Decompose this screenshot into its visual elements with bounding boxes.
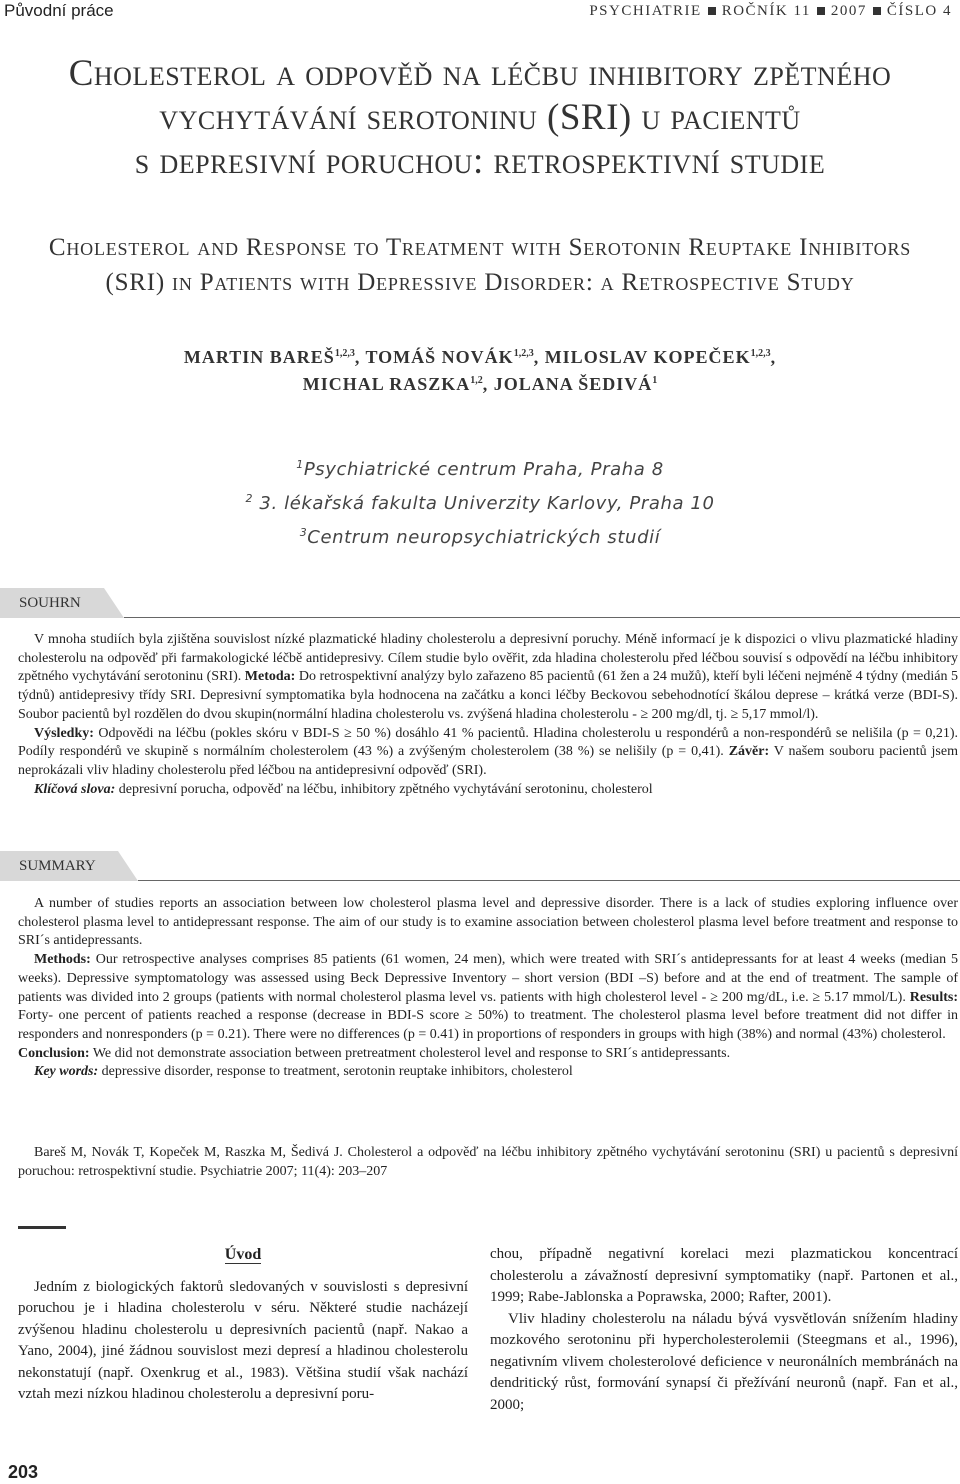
abstract-label: Results: <box>909 989 959 1005</box>
separator-square-icon <box>708 7 716 15</box>
body-paragraph: Jedním z biologických faktorů sledovaných v souvislosti s depresivní poruchou je i hladina cholesterolu v séru. Některé studie nacházejí zvýšenou hladinu cholesterolu u depresivních pacientů (např. Nakao a Yano, 2004), jiné žádnou souvislost mezi depresí a hladinou cholesterolu nekonstatují (např. Oxenkrug et al., 1983). Většina studií však nachází vztah mezi nízkou hladinou cholesterolu a depresivní poru- <box>18 1278 468 1402</box>
journal-issue: ČÍSLO 4 <box>886 3 952 19</box>
authors-line-2 <box>0 369 960 396</box>
title-english-line: Cholesterol and Response to Treatment with Serotonin Reuptake Inhibitors <box>48 234 912 261</box>
author-name: MILOSLAV KOPEČEK <box>544 347 751 367</box>
abstract-keywords <box>18 781 958 800</box>
body-paragraph: chou, případně negativní korelaci mezi plazmatickou koncentrací cholesterolu a závažností depresivní symptomatiky (např. Partonen et al., 1999; Rabe-Jablonska a Poprawska, 2000; Rafter, 2001). <box>490 1246 958 1305</box>
keywords-text: depresivní porucha, odpověď na léčbu, inhibitory zpětného vychytávání serotoninu, cholesterol <box>118 781 653 797</box>
author-separator: , <box>354 347 366 367</box>
abstract-methods: Our retrospective analyses comprises 85 patients (61 women, 24 men), which were treated with SRI´s antidepressants for at least 4 weeks (median 5 weeks). Depressive symptomatology was assessed using Beck Depressive Inventory – short version (BDI –S) before and at the end of treatment. The sample of patients was divided into 2 groups (patients with normal cholesterol plasma level vs. patients with high cholesterol level - ≥ 200 mg/dL, i.e. ≥ 5.17 mmol/L). <box>18 952 959 1005</box>
affiliation-number: 1 <box>296 458 304 471</box>
author-separator: , <box>533 347 545 367</box>
summary-abstract <box>18 895 958 1082</box>
abstract-conclusion: We did not demonstrate association between pretreatment cholesterol level and response to SRI´s antidepressants. <box>92 1045 731 1061</box>
title-czech-line: s depresivní poruchou: retrospektivní studie <box>134 141 826 182</box>
heading-tab-shape <box>104 588 124 618</box>
author-name: JOLANA ŠEDIVÁ <box>493 374 653 394</box>
summary-heading-bar <box>0 851 960 881</box>
abstract-label: Závěr: <box>728 744 770 760</box>
souhrn-heading: SOUHRN <box>0 588 104 618</box>
journal-name: PSYCHIATRIE <box>589 3 702 19</box>
abstract-results: Forty- one percent of patients reached a response (decrease in BDI-S score ≥ 50%) to treatment. The cholesterol plasma level before treatment did not differ in responders and nonresponders (p = 0.21). There were no differences (p = 0.41) in proportions of responders in groups with high (38%) and normal (43%) cholesterol. <box>18 1008 958 1042</box>
abstract-conclusion: V našem souboru pacientů jsem neprokázali vliv hladiny cholesterolu před léčbou na antidepresivní odpověď (SRI). <box>18 744 958 778</box>
title-english <box>0 230 960 300</box>
souhrn-heading-bar <box>0 588 960 618</box>
abstract-keywords <box>18 1063 958 1082</box>
title-english-line: (SRI) in Patients with Depressive Disorder: a Retrospective Study <box>105 269 855 296</box>
author-affiliation: 1,2 <box>470 375 483 386</box>
abstract-results: Odpovědi na léčbu (pokles skóru v BDI-S ≥ 50 %) dosáhlo 41 % pacientů. Hladina cholesterolu u respondérů a non-respondérů se nelišila (p = 0,21). Podíly respondérů ve skupině s normálním cholesterolem (43 %) a zvýšeným cholesterolem (38 %) se nelišily (p = 0,41). <box>18 725 959 760</box>
abstract-label: Conclusion: <box>18 1045 90 1061</box>
abstract-label: Metoda: <box>244 669 296 685</box>
authors-line-1 <box>0 342 960 369</box>
authors <box>0 342 960 396</box>
author-name: MARTIN BAREŠ <box>183 347 335 367</box>
affiliation-number: 2 <box>245 492 254 505</box>
affiliation-number: 3 <box>299 526 308 539</box>
affiliation-text: Psychiatrické centrum Praha, Praha 8 <box>303 459 664 480</box>
journal-header <box>589 3 952 20</box>
title-czech-line: vychytávání serotoninu (SRI) u pacientů <box>159 97 801 138</box>
page-number: 203 <box>8 1462 39 1482</box>
author-affiliation: 1 <box>652 375 658 386</box>
keywords-label: Klíčová slova: <box>34 781 116 797</box>
title-czech <box>0 52 960 184</box>
author-affiliation: 1,2,3 <box>513 348 534 359</box>
affiliation-item <box>0 518 960 552</box>
affiliation-text: Centrum neuropsychiatrických studií <box>307 527 661 548</box>
body-column-right <box>490 1244 958 1416</box>
keywords-label: Key words: <box>34 1064 99 1080</box>
heading-rule <box>124 617 960 618</box>
affiliation-text: 3. lékařská fakulta Univerzity Karlovy, Praha 10 <box>259 493 715 514</box>
abstract-label: Methods: <box>34 952 91 968</box>
abstract-paragraph <box>18 1045 958 1064</box>
keywords-text: depressive disorder, response to treatment, serotonin reuptake inhibitors, cholesterol <box>101 1064 573 1080</box>
heading-tab-shape <box>118 851 138 881</box>
abstract-methods: Do retrospektivní analýzy bylo zařazeno 85 pacientů (61 žen a 24 mužů), kteří byli léčeni nejméně 4 týdny (medián 5 týdnů) antidepresivy třídy SRI. Depresivní symptomatika byla hodnocena na začátku a konci léčby Beckovou sebehodnotící škálou deprese – krátká verze (BDI-S). Soubor pacientů byl rozdělen do dvou skupin(normální hladina cholesterolu vs. zvýšená hladina cholesterolu - ≥ 200 mg/dl, tj. ≥ 5,17 mmol/l). <box>18 669 959 722</box>
abstract-intro: A number of studies reports an association between low cholesterol plasma level and depressive disorder. There is a lack of studies exploring influence over cholesterol plasma level to antidepressant response. The aim of our study is to examine association between cholesterol plasma level before treatment and response to SRI´s antidepressants. <box>18 896 958 949</box>
abstract-paragraph <box>18 631 958 725</box>
author-separator: , <box>770 347 777 367</box>
affiliations <box>0 450 960 552</box>
section-label: Původní práce <box>4 1 114 20</box>
abstract-label: Výsledky: <box>34 725 94 741</box>
abstract-paragraph <box>18 951 958 1045</box>
citation: Bareš M, Novák T, Kopeček M, Raszka M, Šedivá J. Cholesterol a odpověď na léčbu inhibitory zpětného vychytávání serotoninu (SRI) u pacientů s depresivní poruchou: retrospektivní studie. Psychiatrie 2007; 11(4): 203–207 <box>18 1145 958 1179</box>
section-divider <box>18 1226 66 1229</box>
affiliation-item <box>0 484 960 518</box>
journal-year: 2007 <box>830 3 867 19</box>
author-separator: , <box>482 374 494 394</box>
author-name: MICHAL RASZKA <box>302 374 471 394</box>
author-name: TOMÁŠ NOVÁK <box>365 347 514 367</box>
abstract-intro: V mnoha studiích byla zjištěna souvislost nízké plazmatické hladiny cholesterolu a depresivní poruchy. Méně informací je k dispozici o vlivu plazmatické hladiny cholesterolu na odpověď při farmakologické léčbě antidepresivy. Cílem studie bylo ověřit, zda hladina cholesterolu před léčbou souvisí s odpovědí na léčbu inhibitory zpětného vychytávání serotoninu (SRI). <box>18 632 958 685</box>
author-affiliation: 1,2,3 <box>334 348 355 359</box>
intro-heading-text: Úvod <box>224 1246 262 1263</box>
title-czech-line: Cholesterol a odpověď na léčbu inhibitory zpětného <box>68 53 892 94</box>
affiliation-item <box>0 450 960 484</box>
body-paragraph: Vliv hladiny cholesterolu na náladu bývá vysvětlován snížením hladiny mozkového serotoninu při hypercholesterolemii (Steegmans et al., 1996), negativním vlivem cholesterolové deficience v neuronálních membránách na dendritický růst, formování synapsí či přežívání neuronů (např. Fan et al., 2000; <box>490 1310 958 1413</box>
separator-square-icon <box>817 7 825 15</box>
separator-square-icon <box>873 7 881 15</box>
souhrn-abstract <box>18 631 958 799</box>
abstract-paragraph <box>18 895 958 951</box>
intro-heading <box>18 1244 468 1266</box>
journal-volume: ROČNÍK 11 <box>721 3 811 19</box>
heading-rule <box>138 880 960 881</box>
summary-heading: SUMMARY <box>0 851 118 881</box>
body-column-left <box>18 1244 468 1406</box>
author-affiliation: 1,2,3 <box>750 348 771 359</box>
abstract-paragraph <box>18 725 958 781</box>
